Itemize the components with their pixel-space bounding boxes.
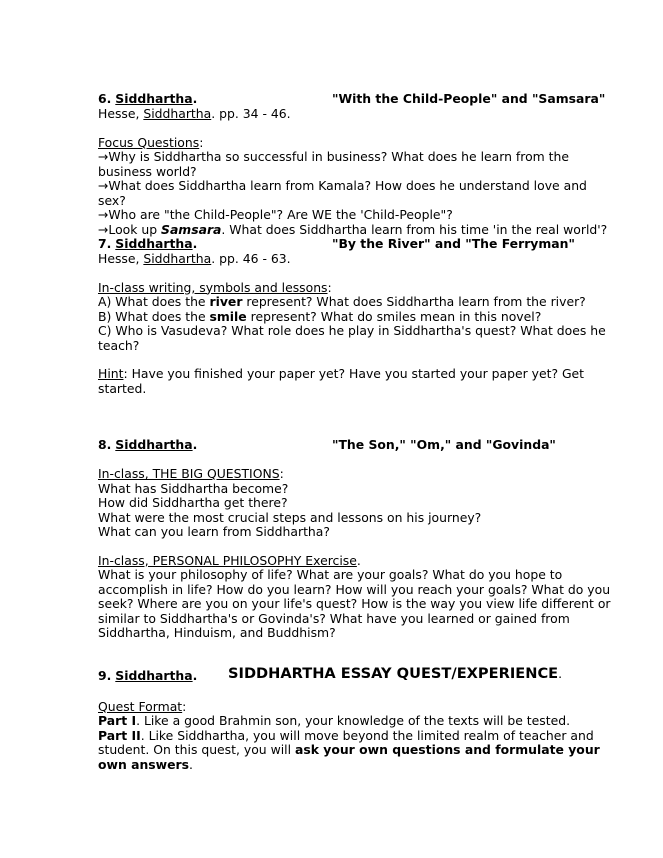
part-two-text: student. On this quest, you will <box>98 742 295 757</box>
section-6-heading <box>98 92 618 107</box>
question-text: A) What does the <box>98 294 210 309</box>
philosophy-line-1: What is your philosophy of life? What are your goals? What do you hope to <box>98 567 563 582</box>
samsara-term: Samsara <box>161 221 222 237</box>
period: . <box>189 756 193 772</box>
big-question-4: What can you learn from Siddhartha? <box>98 524 330 539</box>
section-7-dot: . <box>192 236 198 251</box>
question-c: C) Who is Vasudeva? What role does he play in Siddhartha's quest? What does he <box>98 323 606 338</box>
big-question-2: How did Siddhartha get there? <box>98 495 288 510</box>
section-8-heading <box>98 438 618 453</box>
focus-question-4 <box>98 223 618 238</box>
section-6-reading <box>98 107 618 122</box>
hint <box>98 367 618 382</box>
question-text: represent? What do smiles mean in this novel? <box>246 308 542 324</box>
part-two-emphasis: own answers <box>98 756 189 772</box>
section-9-heading <box>98 664 618 686</box>
section-7-heading <box>98 237 618 252</box>
focus-question-3 <box>98 208 618 223</box>
section-8-number: 8. <box>98 437 112 452</box>
question-text: Who are "the Child-People"? Are WE the 'Child-People"? <box>108 207 453 222</box>
river-term: river <box>209 294 243 309</box>
question-text: B) What does the <box>98 308 210 324</box>
focus-question-2 <box>98 179 618 194</box>
focus-question-1-cont: business world? <box>98 163 197 179</box>
period: . <box>356 552 361 568</box>
section-7-reading <box>98 252 618 267</box>
hint-cont: started. <box>98 380 147 396</box>
inclass-writing-label <box>98 281 618 296</box>
section-6-number: 6. <box>98 91 112 106</box>
big-question-1: What has Siddhartha become? <box>98 480 289 496</box>
part-two-emphasis: ask your own questions and formulate your <box>294 742 600 757</box>
question-text: Why is Siddhartha so successful in business? What does he learn from the <box>108 149 570 164</box>
section-8-dot: . <box>192 437 198 452</box>
page-range: . pp. 34 - 46. <box>211 106 291 121</box>
section-8-chapters: "The Son," "Om," and "Govinda" <box>332 437 556 452</box>
part-one <box>98 714 618 729</box>
philosophy-line-2: accomplish in life? How do you learn? How will you reach your goals? What do you <box>98 581 611 597</box>
part-two <box>98 729 618 744</box>
personal-philosophy-text: In-class, PERSONAL PHILOSOPHY Exercise <box>98 552 357 568</box>
part-one-label: Part I <box>98 713 137 728</box>
period: . <box>558 665 563 681</box>
hint-label: Hint <box>98 366 124 381</box>
focus-questions-label <box>98 136 618 151</box>
essay-quest-title: SIDDHARTHA ESSAY QUEST/EXPERIENCE <box>228 664 559 682</box>
part-two-cont-2 <box>98 758 618 773</box>
part-two-text: . Like Siddhartha, you will move beyond the limited realm of teacher and <box>140 727 594 743</box>
philosophy-line-3: seek? Where are you on your life's quest? How is the way you view life different or <box>98 596 611 611</box>
colon: : <box>327 279 332 295</box>
big-questions-label <box>98 467 618 482</box>
arrow-icon: → <box>98 221 109 237</box>
section-6-dot: . <box>192 91 198 106</box>
question-text: represent? What does Siddhartha learn from the river? <box>242 294 586 309</box>
question-a <box>98 295 618 310</box>
section-6-chapters: "With the Child-People" and "Samsara" <box>332 91 606 106</box>
book-reference: Siddhartha <box>143 106 212 121</box>
section-9-book: Siddhartha <box>115 667 193 683</box>
arrow-icon: → <box>98 149 109 164</box>
section-8-book: Siddhartha <box>115 437 193 452</box>
section-7-number: 7. <box>98 236 112 251</box>
colon: : <box>182 698 187 714</box>
book-reference: Siddhartha <box>143 251 212 266</box>
section-9-number: 9. <box>98 667 112 683</box>
smile-term: smile <box>209 308 247 324</box>
colon: : <box>199 134 204 150</box>
big-question-3: What were the most crucial steps and lessons on his journey? <box>98 509 482 525</box>
section-6-book: Siddhartha <box>115 91 193 106</box>
question-text: What does Siddhartha learn from Kamala? How does he understand love and <box>108 178 587 193</box>
arrow-icon: → <box>98 178 109 193</box>
quest-format-label <box>98 700 618 715</box>
philosophy-line-4: similar to Siddhartha's or Govinda's? What have you learned or gained from <box>98 610 570 626</box>
hint-text: : Have you finished your paper yet? Have you started your paper yet? Get <box>123 366 585 381</box>
author-text: Hesse, <box>98 251 144 266</box>
part-two-label: Part II <box>98 727 141 743</box>
focus-label-text: Focus Questions <box>98 134 200 150</box>
focus-question-1 <box>98 150 618 165</box>
inclass-label-text: In-class writing, symbols and lessons <box>98 279 328 295</box>
section-7-book: Siddhartha <box>115 236 193 251</box>
question-b <box>98 310 618 325</box>
question-c-cont: teach? <box>98 337 140 353</box>
part-one-text: . Like a good Brahmin son, your knowledge of the texts will be tested. <box>136 713 571 728</box>
section-9-dot: . <box>192 667 198 683</box>
personal-philosophy-label <box>98 554 618 569</box>
part-two-cont <box>98 743 618 758</box>
big-questions-text: In-class, THE BIG QUESTIONS <box>98 466 280 481</box>
arrow-icon: → <box>98 207 109 222</box>
philosophy-line-5: Siddhartha, Hinduism, and Buddhism? <box>98 625 336 640</box>
author-text: Hesse, <box>98 106 144 121</box>
page-range: . pp. 46 - 63. <box>211 251 291 266</box>
section-7-chapters: "By the River" and "The Ferryman" <box>332 236 575 251</box>
question-text: Look up <box>108 221 162 237</box>
colon: : <box>279 466 284 481</box>
focus-question-2-cont: sex? <box>98 192 126 208</box>
quest-format-text: Quest Format <box>98 698 183 714</box>
syllabus-page <box>98 92 618 772</box>
question-text: . What does Siddhartha learn from his time 'in the real world'? <box>221 221 608 237</box>
